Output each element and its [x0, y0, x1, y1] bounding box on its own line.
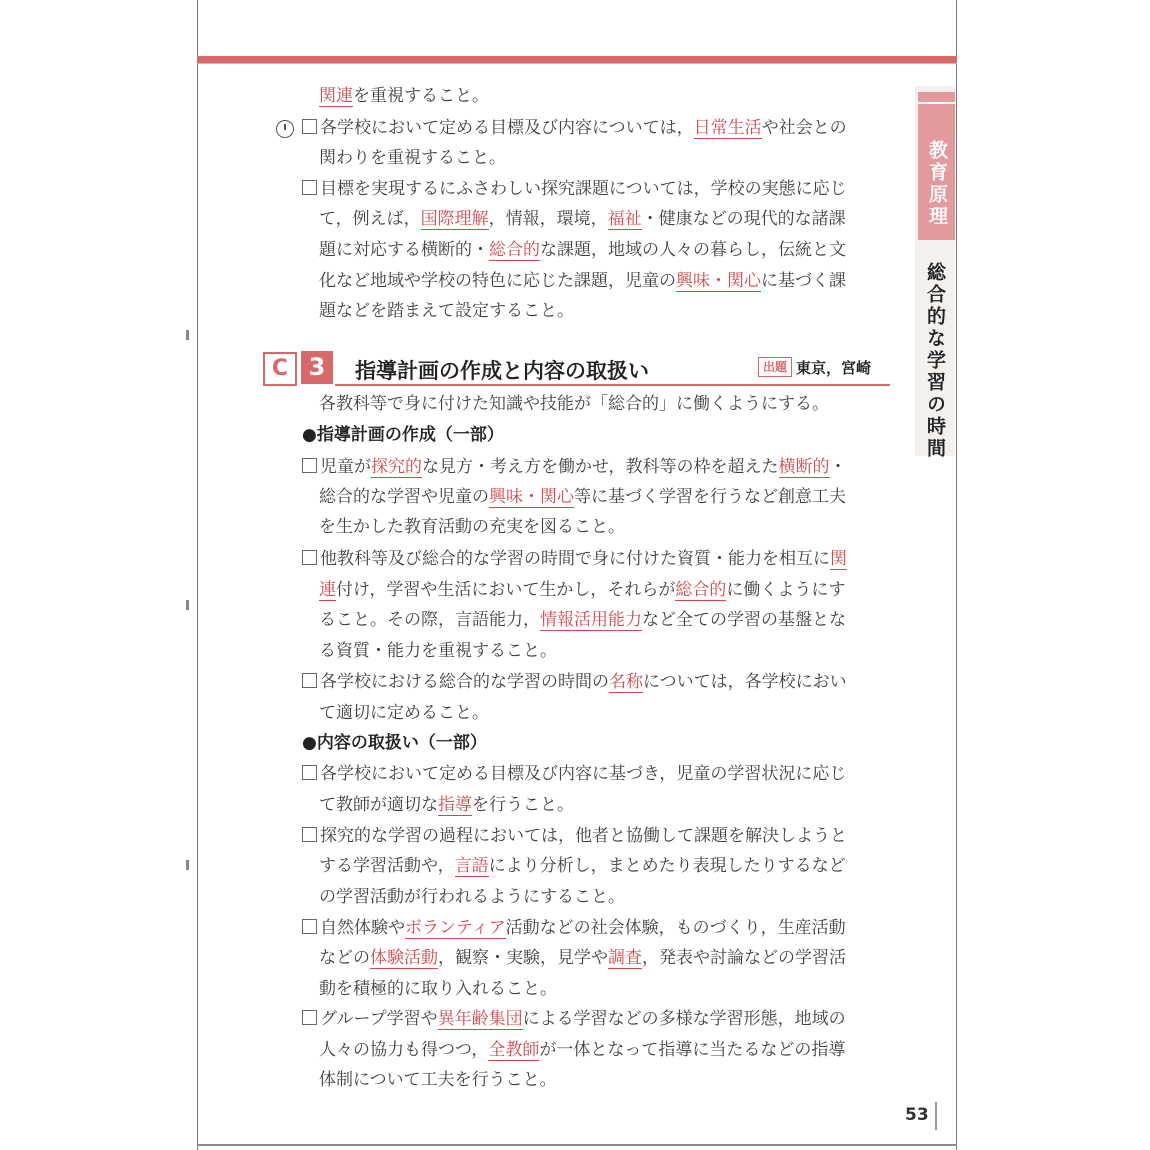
keyword-highlight: 言語 [454, 856, 489, 876]
text-run: 関わりを重視すること。 [319, 148, 506, 168]
text-line [302, 1009, 846, 1029]
side-tab-topic: 総合的な学習の時間 [924, 262, 946, 460]
text-run: 各学校における総合的な学習の時間の [320, 672, 609, 692]
clock-icon [276, 120, 294, 138]
page-number-rule [935, 1102, 937, 1130]
text-line [319, 487, 846, 507]
text-run: ること。その際，言語能力， [319, 610, 540, 630]
text-line [319, 301, 574, 321]
text-run: ●内容の取扱い（一部） [302, 733, 487, 753]
text-line [302, 179, 847, 199]
keyword-highlight: 調査 [608, 948, 642, 968]
text-run: が一体となって指導に当たるなどの指導 [539, 1040, 846, 1060]
text-line [319, 948, 846, 968]
text-run: に基づく課 [761, 271, 846, 291]
text-line [319, 979, 557, 999]
keyword-highlight: 全教師 [488, 1040, 540, 1060]
text-run: 各教科等で身に付けた知識や技能が「総合的」に働くようにする。 [319, 394, 829, 414]
text-run: ，観察・実験，見学や [438, 948, 608, 968]
text-run: ，発表や討論などの学習活 [642, 948, 846, 968]
subheading [302, 425, 504, 445]
text-run: 化など地域や学校の特色に応じた課題，児童の [319, 271, 676, 291]
text-run: の学習活動が行われるようにすること。 [319, 887, 625, 907]
keyword-highlight: 福祉 [607, 209, 642, 229]
text-line [302, 549, 847, 569]
checkbox-icon [302, 180, 317, 195]
header-accent-line [197, 63, 957, 64]
text-line [302, 826, 847, 846]
text-run: 活動などの社会体験，ものづくり，生産活動 [505, 918, 846, 938]
text-run: 自然体験や [320, 918, 405, 938]
header-accent-bar [197, 56, 957, 63]
side-tab-divider [918, 102, 955, 104]
text-run: により分析し，まとめたり表現したりするなど [488, 856, 846, 876]
text-line [319, 1040, 845, 1060]
text-run: る資質・能力を重視すること。 [319, 641, 557, 661]
text-run: を行うこと。 [472, 795, 574, 815]
text-line [319, 517, 625, 537]
text-run: を生かした教育活動の充実を図ること。 [319, 517, 625, 537]
text-run: 各学校において定める目標及び内容に基づき，児童の学習状況に応じ [320, 764, 847, 784]
section-number: 3 [301, 351, 333, 384]
text-run: て適切に定めること。 [319, 703, 489, 723]
keyword-highlight: 興味・関心 [489, 487, 574, 507]
checkbox-icon [302, 765, 317, 780]
text-run: による学習などの多様な学習形態，地域の [522, 1009, 846, 1029]
text-run: 題などを踏まえて設定すること。 [319, 301, 574, 321]
text-line [319, 394, 829, 414]
keyword-highlight: 連 [319, 580, 336, 600]
text-run: 付け，学習や生活において生かし，それらが [336, 580, 676, 600]
keyword-highlight: 名称 [609, 672, 643, 692]
page-bottom-edge [197, 1144, 957, 1146]
section-level-letter: C [263, 352, 297, 386]
text-line [319, 240, 846, 260]
keyword-highlight: 総合的 [489, 240, 540, 260]
text-line [319, 887, 625, 907]
text-line [319, 271, 846, 291]
text-run: に働くようにす [726, 580, 846, 600]
text-line [319, 580, 845, 600]
checkbox-icon [302, 550, 317, 565]
text-line [319, 209, 846, 229]
text-run: ●指導計画の作成（一部） [302, 425, 504, 445]
text-run: ・健康などの現代的な諸課 [641, 209, 846, 229]
keyword-highlight: 体験活動 [370, 948, 438, 968]
exam-regions: 東京，宮崎 [796, 359, 872, 377]
keyword-highlight: 探究的 [371, 457, 422, 477]
text-line [319, 703, 489, 723]
text-run: ・ [829, 457, 847, 477]
text-run: な課題，地域の人々の暮らし，伝統と文 [540, 240, 846, 260]
text-run: 目標を実現するにふさわしい探究課題については，学校の実態に応じ [320, 179, 847, 199]
spine-mark [186, 600, 189, 610]
text-run: 人々の協力も得つつ， [319, 1040, 489, 1060]
page-number: 53 [905, 1105, 929, 1125]
spine-mark [186, 860, 189, 870]
text-line [302, 764, 846, 784]
text-line [319, 1070, 557, 1090]
keyword-highlight: 関 [830, 549, 847, 569]
side-tab-category: 教育原理 [926, 140, 948, 228]
text-run: については，各学校におい [643, 672, 847, 692]
exam-tag: 出題 [758, 357, 792, 377]
text-run: 動を積極的に取り入れること。 [319, 979, 557, 999]
text-line [319, 795, 574, 815]
text-run: 探究的な学習の過程においては，他者と協働して課題を解決しようと [320, 826, 847, 846]
text-run: て教師が適切な [319, 795, 438, 815]
text-line [319, 856, 846, 876]
checkbox-icon [302, 119, 317, 134]
text-line [302, 457, 847, 477]
text-run: グループ学習や [320, 1009, 438, 1029]
subheading [302, 733, 487, 753]
text-run: 体制について工夫を行うこと。 [319, 1070, 557, 1090]
text-run: 題に対応する横断的・ [319, 240, 489, 260]
keyword-highlight: 日常生活 [693, 118, 762, 138]
text-run: 児童が [320, 457, 371, 477]
keyword-highlight: 指導 [438, 795, 472, 815]
text-run: を重視すること。 [353, 86, 489, 106]
keyword-highlight: 情報活用能力 [540, 610, 642, 630]
text-run: など全ての学習の基盤とな [642, 610, 846, 630]
text-run: 等に基づく学習を行うなど創意工夫 [574, 487, 846, 507]
text-run: ，情報，環境， [488, 209, 608, 229]
checkbox-icon [302, 1010, 317, 1025]
book-page [197, 0, 957, 1150]
keyword-highlight: 興味・関心 [676, 271, 761, 291]
checkbox-icon [302, 458, 317, 473]
checkbox-icon [302, 673, 317, 688]
keyword-highlight: 関連 [319, 86, 353, 106]
checkbox-icon [302, 827, 317, 842]
keyword-highlight: ボランティア [405, 918, 506, 938]
text-run: て，例えば， [319, 209, 421, 229]
keyword-highlight: 異年齢集団 [437, 1009, 523, 1029]
text-line [319, 148, 506, 168]
text-run: などの [319, 948, 370, 968]
text-run: な見方・考え方を働かせ，教科等の枠を超えた [422, 457, 779, 477]
text-line [302, 672, 847, 692]
spine-mark [186, 330, 189, 340]
text-line [319, 86, 489, 106]
text-run: や社会との [761, 118, 847, 138]
checkbox-icon [302, 919, 317, 934]
text-run: 総合的な学習や児童の [319, 487, 489, 507]
text-line [302, 118, 847, 138]
text-run: する学習活動や， [319, 856, 455, 876]
text-run: 他教科等及び総合的な学習の時間で身に付けた資質・能力を相互に [320, 549, 830, 569]
text-line [302, 918, 846, 938]
keyword-highlight: 国際理解 [420, 209, 489, 229]
text-line [319, 610, 846, 630]
section-title: 指導計画の作成と内容の取扱い [355, 359, 649, 383]
text-run: 各学校において定める目標及び内容については， [320, 118, 694, 138]
text-line [319, 641, 557, 661]
keyword-highlight: 横断的 [778, 457, 830, 477]
keyword-highlight: 総合的 [675, 580, 727, 600]
